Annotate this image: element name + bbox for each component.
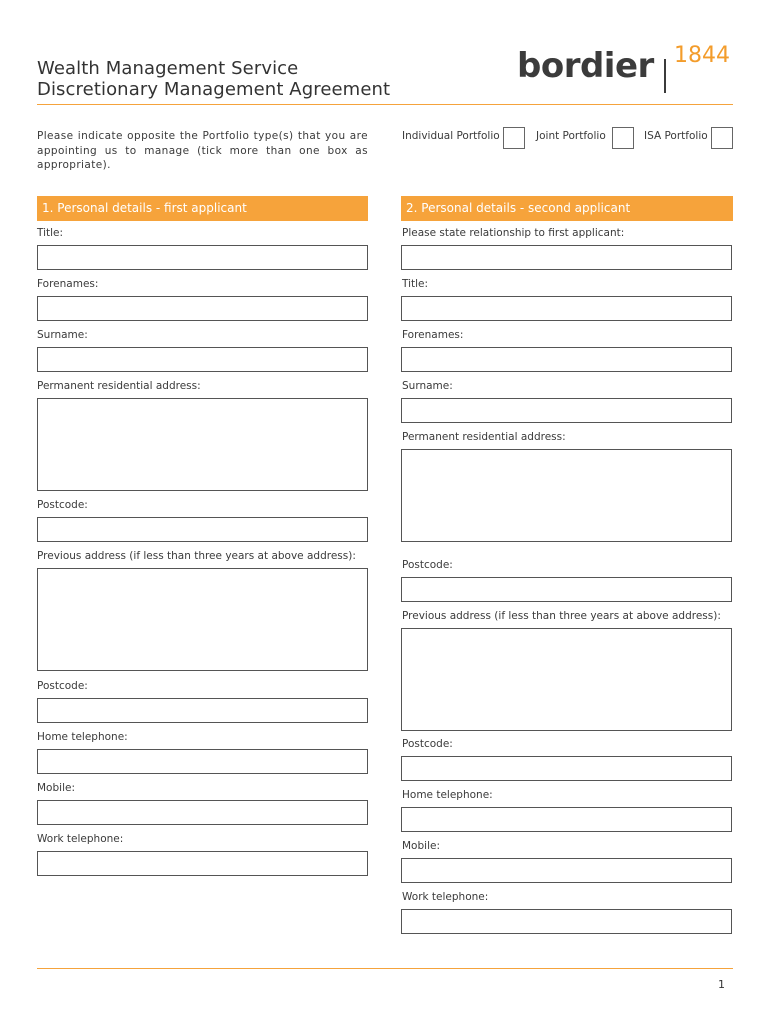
individual-portfolio-label: Individual Portfolio [402,130,500,142]
second-relationship-field[interactable] [401,245,732,270]
second-title-field[interactable] [401,296,732,321]
second-relationship-label: Please state relationship to first applicant: [402,227,625,239]
intro-text: Please indicate opposite the Portfolio type(s) that you are appointing us to manage (tick more than one box as appropriate). [37,130,368,171]
second-postcode-label: Postcode: [402,559,453,571]
first-surname-label: Surname: [37,329,88,341]
first-postcode-label: Postcode: [37,499,88,511]
first-work-tel-label: Work telephone: [37,833,124,845]
second-applicant-heading: 2. Personal details - second applicant [401,196,733,221]
page-number: 1 [718,978,725,991]
first-title-field[interactable] [37,245,368,270]
isa-portfolio-checkbox[interactable] [711,127,733,149]
second-home-tel-field[interactable] [401,807,732,832]
second-title-label: Title: [402,278,429,290]
first-home-tel-label: Home telephone: [37,731,128,743]
second-forenames-label: Forenames: [402,329,464,341]
isa-portfolio-label: ISA Portfolio [644,130,708,142]
joint-portfolio-label: Joint Portfolio [536,130,606,142]
second-postcode2-field[interactable] [401,756,732,781]
first-forenames-label: Forenames: [37,278,99,290]
first-previous-address-field[interactable] [37,568,368,671]
second-address-field[interactable] [401,449,732,542]
second-surname-field[interactable] [401,398,732,423]
first-mobile-field[interactable] [37,800,368,825]
first-mobile-label: Mobile: [37,782,75,794]
first-postcode2-field[interactable] [37,698,368,723]
joint-portfolio-checkbox[interactable] [612,127,634,149]
first-forenames-field[interactable] [37,296,368,321]
second-forenames-field[interactable] [401,347,732,372]
second-mobile-label: Mobile: [402,840,440,852]
header-rule [37,104,733,105]
first-work-tel-field[interactable] [37,851,368,876]
individual-portfolio-checkbox[interactable] [503,127,525,149]
second-previous-address-field[interactable] [401,628,732,731]
title-line-1: Wealth Management Service [37,58,299,79]
first-address-label: Permanent residential address: [37,380,201,392]
first-previous-address-label: Previous address (if less than three years at above address): [37,550,356,562]
first-home-tel-field[interactable] [37,749,368,774]
second-mobile-field[interactable] [401,858,732,883]
second-work-tel-label: Work telephone: [402,891,489,903]
first-title-label: Title: [37,227,64,239]
second-previous-address-label: Previous address (if less than three years at above address): [402,610,721,622]
first-applicant-heading: 1. Personal details - first applicant [37,196,368,221]
second-work-tel-field[interactable] [401,909,732,934]
first-postcode2-label: Postcode: [37,680,88,692]
second-home-tel-label: Home telephone: [402,789,493,801]
second-postcode-field[interactable] [401,577,732,602]
footer-rule [37,968,733,969]
second-surname-label: Surname: [402,380,453,392]
second-address-label: Permanent residential address: [402,431,566,443]
document-title [37,58,390,100]
first-surname-field[interactable] [37,347,368,372]
logo-divider [664,59,666,93]
second-postcode2-label: Postcode: [402,738,453,750]
logo-year: 1844 [674,43,730,68]
bordier-logo [517,44,737,96]
logo-wordmark: bordier [517,46,654,86]
first-postcode-field[interactable] [37,517,368,542]
title-line-2: Discretionary Management Agreement [37,79,391,100]
first-address-field[interactable] [37,398,368,491]
